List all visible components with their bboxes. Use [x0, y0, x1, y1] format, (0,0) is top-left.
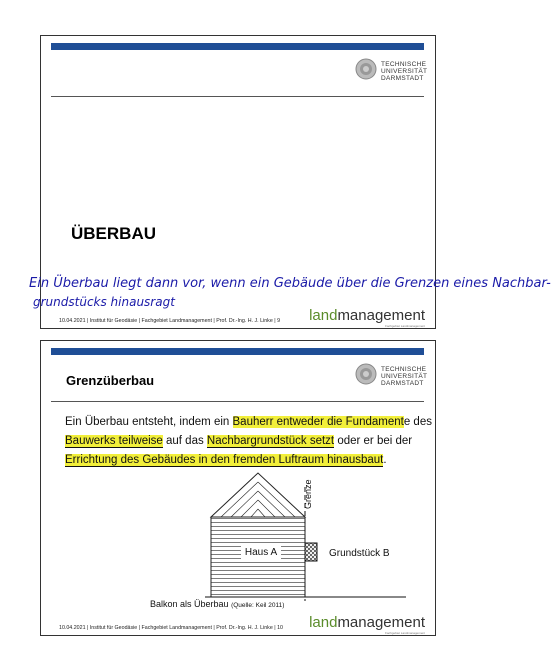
body-text: Ein Überbau entsteht, indem ein	[65, 416, 233, 428]
body-line-2	[65, 432, 415, 451]
highlighted-text: Nachbargrundstück setzt	[206, 435, 335, 447]
slide-body-text	[65, 413, 432, 470]
slide-title: ÜBERBAU	[71, 224, 156, 243]
handwritten-note-line-1: Ein Überbau liegt dann vor, wenn ein Gebäude über die Grenzen eines Nachbar-	[29, 276, 551, 291]
header-divider	[51, 96, 424, 97]
brand-logo	[309, 614, 425, 631]
university-name	[381, 366, 427, 388]
header-divider	[51, 401, 424, 402]
house-a-label: Haus A	[244, 547, 278, 558]
brand-land: land	[309, 307, 338, 324]
balcony-overbuild	[305, 543, 317, 561]
header-bar	[51, 348, 424, 355]
slide-2	[40, 340, 436, 636]
boundary-label: Grenze	[303, 479, 313, 509]
brand-logo	[309, 307, 425, 324]
university-line-1: TECHNISCHE	[381, 366, 427, 373]
university-name	[381, 61, 427, 83]
university-line-2: UNIVERSITÄT	[381, 68, 428, 76]
brand-management: management	[337, 614, 425, 631]
university-line-2: UNIVERSITÄT	[381, 373, 428, 381]
caption-text: Balkon als Überbau	[150, 599, 229, 609]
body-text: .	[383, 454, 387, 466]
highlighted-text: Bauherr entweder die Fundament	[232, 416, 404, 428]
slide-1	[29, 35, 551, 329]
diagram-caption	[150, 599, 284, 609]
overbuild-diagram	[191, 467, 411, 607]
university-seal-icon	[355, 58, 377, 80]
parcel-b-label: Grundstück B	[329, 548, 390, 559]
university-line-3: DARMSTADT	[381, 75, 424, 83]
slide-title: Grenzüberbau	[66, 373, 155, 388]
brand-land: land	[309, 614, 338, 631]
caption-source: (Quelle: Keil 2011)	[231, 602, 285, 609]
university-line-1: TECHNISCHE	[381, 61, 427, 68]
handwritten-note-line-2: grundstücks hinausragt	[33, 295, 175, 309]
slide-footer: 10.04.2021 | Institut für Geodäsie | Fachgebiet Landmanagement | Prof. Dr.-Ing. H. J. Linke | 10	[59, 625, 283, 631]
brand-subtitle: Fachgebiet Landmanagement	[385, 324, 425, 328]
header-bar	[51, 43, 424, 50]
body-text: e des	[403, 416, 432, 428]
body-line-1	[65, 413, 432, 432]
body-text: oder er bei der	[334, 435, 413, 447]
university-line-3: DARMSTADT	[381, 380, 424, 388]
brand-subtitle: Fachgebiet Landmanagement	[385, 631, 425, 635]
highlighted-text: Errichtung des Gebäudes in den fremden Luftraum hinausbaut	[65, 454, 384, 466]
brand-management: management	[337, 307, 425, 324]
house-roof	[211, 473, 305, 517]
highlighted-text: Bauwerks teilweise	[65, 435, 163, 447]
slide-footer: 10.04.2021 | Institut für Geodäsie | Fachgebiet Landmanagement | Prof. Dr.-Ing. H. J. Linke | 9	[59, 318, 281, 324]
body-text: auf das	[162, 435, 207, 447]
university-seal-icon	[355, 363, 377, 385]
